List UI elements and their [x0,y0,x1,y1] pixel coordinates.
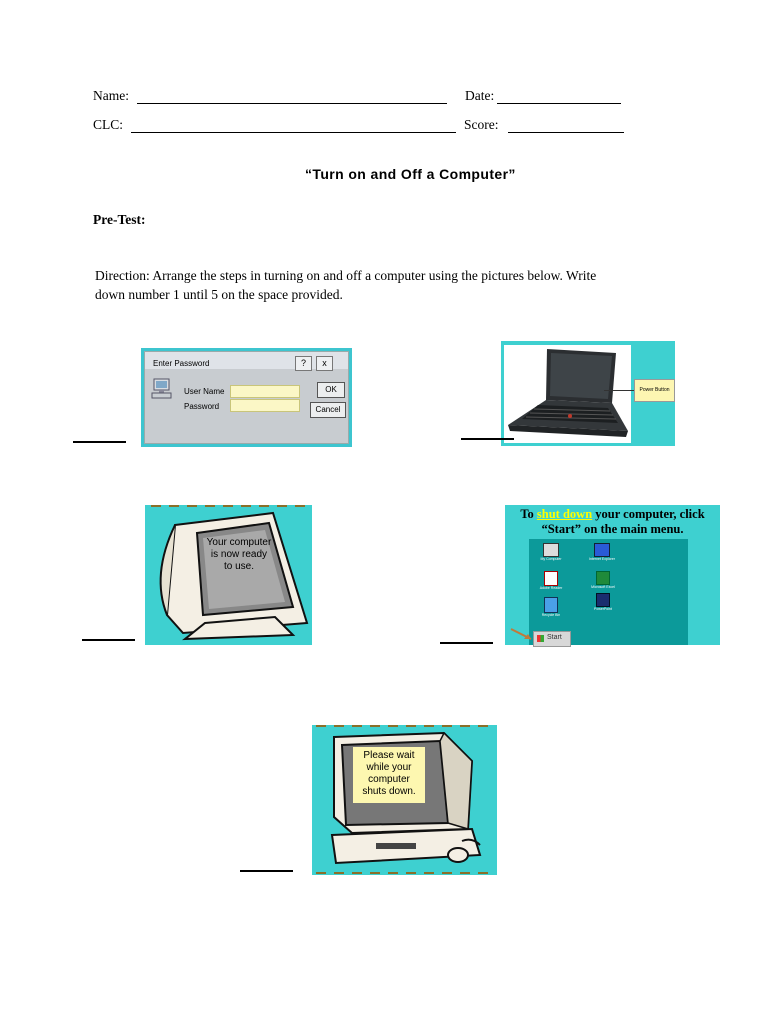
icon-label: My Computer [540,557,562,561]
close-button[interactable]: x [316,356,333,371]
answer-blank-1[interactable] [73,441,126,443]
score-label: Score: [464,117,499,132]
laptop-picture [501,341,675,446]
direction-line-1: Direction: Arrange the steps in turning on and off a computer using the pictures below. Write [95,268,597,283]
monitor-icon [145,505,312,645]
icon-label: PowerPoint [594,607,612,611]
desktop-icon-internet-explorer[interactable] [587,543,617,561]
answer-blank-2[interactable] [461,438,514,440]
power-button-callout: Power Button [634,379,675,402]
start-button[interactable] [533,631,571,647]
password-input[interactable] [230,399,300,412]
desktop-icon-my-computer[interactable] [539,543,563,561]
direction-line-2: down number 1 until 5 on the space provided. [95,287,343,302]
user-name-label: User Name [184,387,225,396]
ok-button[interactable]: OK [317,382,345,398]
help-button[interactable]: ? [295,356,312,371]
dialog-title: Enter Password [153,359,210,368]
desktop-icon-excel[interactable] [587,571,619,589]
name-blank[interactable] [137,103,447,104]
password-label: Password [184,402,220,411]
computer-icon [151,378,173,400]
desktop-icon-powerpoint[interactable] [587,593,619,611]
user-name-input[interactable] [230,385,300,398]
monitor-ready-message: Your computer is now ready to use. [206,537,272,572]
clc-label: CLC: [93,117,124,132]
start-caption-line2: “Start” on the main menu. [541,522,684,536]
name-label: Name: [93,88,129,103]
monitor-ready-picture [145,505,312,645]
start-caption-highlight: shut down [536,507,593,521]
answer-blank-4[interactable] [440,642,493,644]
arrow-icon [509,625,535,643]
password-dialog-picture [141,348,352,447]
icon-label: Adobe Reader [539,586,563,590]
laptop-icon [504,345,634,443]
clc-blank[interactable] [131,132,456,133]
shutdown-message: Please wait while your computer shuts down. [362,750,416,797]
dialog-titlebar [145,352,348,369]
date-label: Date: [465,88,495,103]
desktop-icon-adobe-reader[interactable] [535,571,567,590]
start-caption-prefix: To [520,507,537,521]
desktop-icon-recycle-bin[interactable] [539,597,563,617]
answer-blank-3[interactable] [82,639,135,641]
start-label: Start [547,634,562,641]
answer-blank-5[interactable] [240,870,293,872]
icon-label: Microsoft Excel [591,585,615,589]
windows-logo-icon [537,635,544,642]
icon-label: Recycle Bin [541,613,561,617]
start-caption-suffix: your computer, click [592,507,705,521]
date-blank[interactable] [497,103,621,104]
password-dialog [144,351,349,444]
icon-label: Internet Explorer [589,557,615,561]
score-blank[interactable] [508,132,624,133]
shutdown-picture [312,725,497,875]
section-label: Pre-Test: [93,212,146,227]
page-title: “Turn on and Off a Computer” [305,166,516,182]
start-menu-picture [505,505,720,645]
desktop-screenshot [529,539,688,645]
cancel-button[interactable]: Cancel [310,402,346,418]
start-caption [505,507,720,537]
